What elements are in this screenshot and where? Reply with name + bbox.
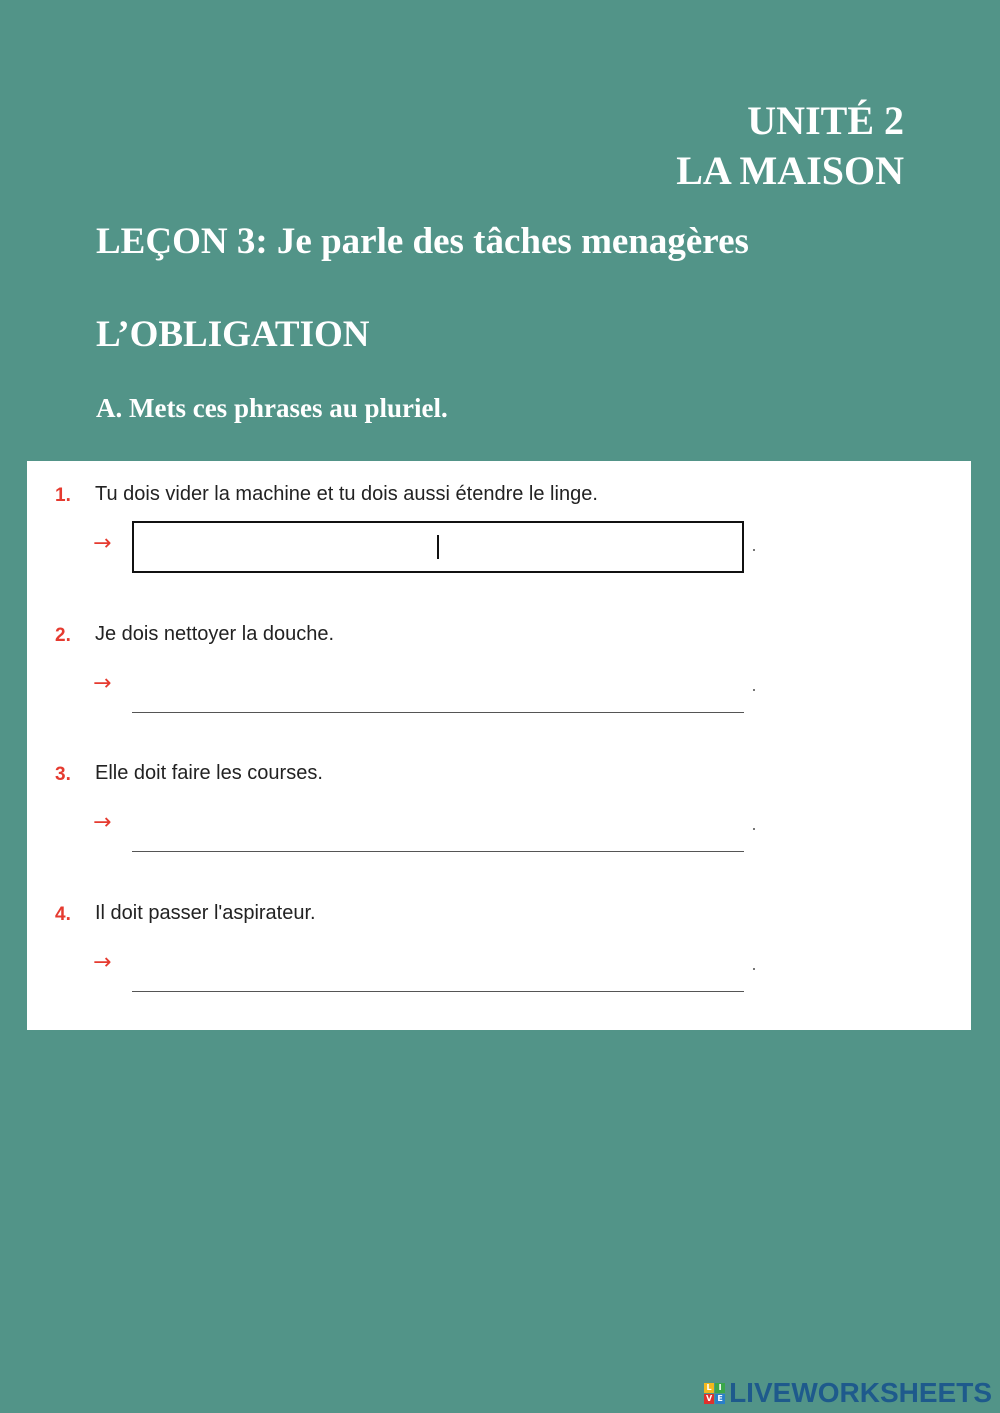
exercise-item-1 <box>27 471 971 601</box>
item-sentence: Elle doit faire les courses. <box>95 762 323 784</box>
answer-input-2[interactable] <box>132 661 744 713</box>
answer-input-4[interactable] <box>132 940 744 992</box>
unit-theme: LA MAISON <box>676 148 904 193</box>
period-mark <box>753 968 755 970</box>
logo-letter: E <box>715 1394 725 1404</box>
unit-number: UNITÉ 2 <box>747 98 904 143</box>
logo-letter: I <box>715 1383 725 1393</box>
exercise-item-2 <box>27 611 971 741</box>
exercise-panel <box>27 461 971 1030</box>
text-caret <box>437 535 439 559</box>
period-mark <box>753 549 755 551</box>
logo-letter: L <box>704 1383 714 1393</box>
unit-header <box>676 96 904 196</box>
section-title: L’OBLIGATION <box>96 314 370 355</box>
liveworksheets-icon <box>704 1383 725 1404</box>
item-number: 3. <box>55 764 71 785</box>
arrow-right-icon: → <box>93 810 112 835</box>
item-number: 4. <box>55 904 71 925</box>
exercise-item-4 <box>27 890 971 1020</box>
arrow-right-icon: → <box>93 531 112 556</box>
arrow-right-icon: → <box>93 671 112 696</box>
exercise-item-3 <box>27 750 971 880</box>
lesson-title: LEÇON 3: Je parle des tâches menagères <box>96 221 749 262</box>
item-sentence: Tu dois vider la machine et tu dois aussi étendre le linge. <box>95 483 598 505</box>
exercise-instruction: A. Mets ces phrases au pluriel. <box>96 393 448 423</box>
answer-input-3[interactable] <box>132 800 744 852</box>
brand-name: LIVEWORKSHEETS <box>729 1377 992 1408</box>
item-sentence: Il doit passer l'aspirateur. <box>95 902 316 924</box>
period-mark <box>753 689 755 691</box>
liveworksheets-logo[interactable] <box>704 1377 992 1409</box>
logo-letter: V <box>705 1393 713 1403</box>
period-mark <box>753 828 755 830</box>
arrow-right-icon: → <box>93 950 112 975</box>
item-number: 2. <box>55 625 71 646</box>
item-sentence: Je dois nettoyer la douche. <box>95 623 335 645</box>
item-number: 1. <box>55 485 71 506</box>
